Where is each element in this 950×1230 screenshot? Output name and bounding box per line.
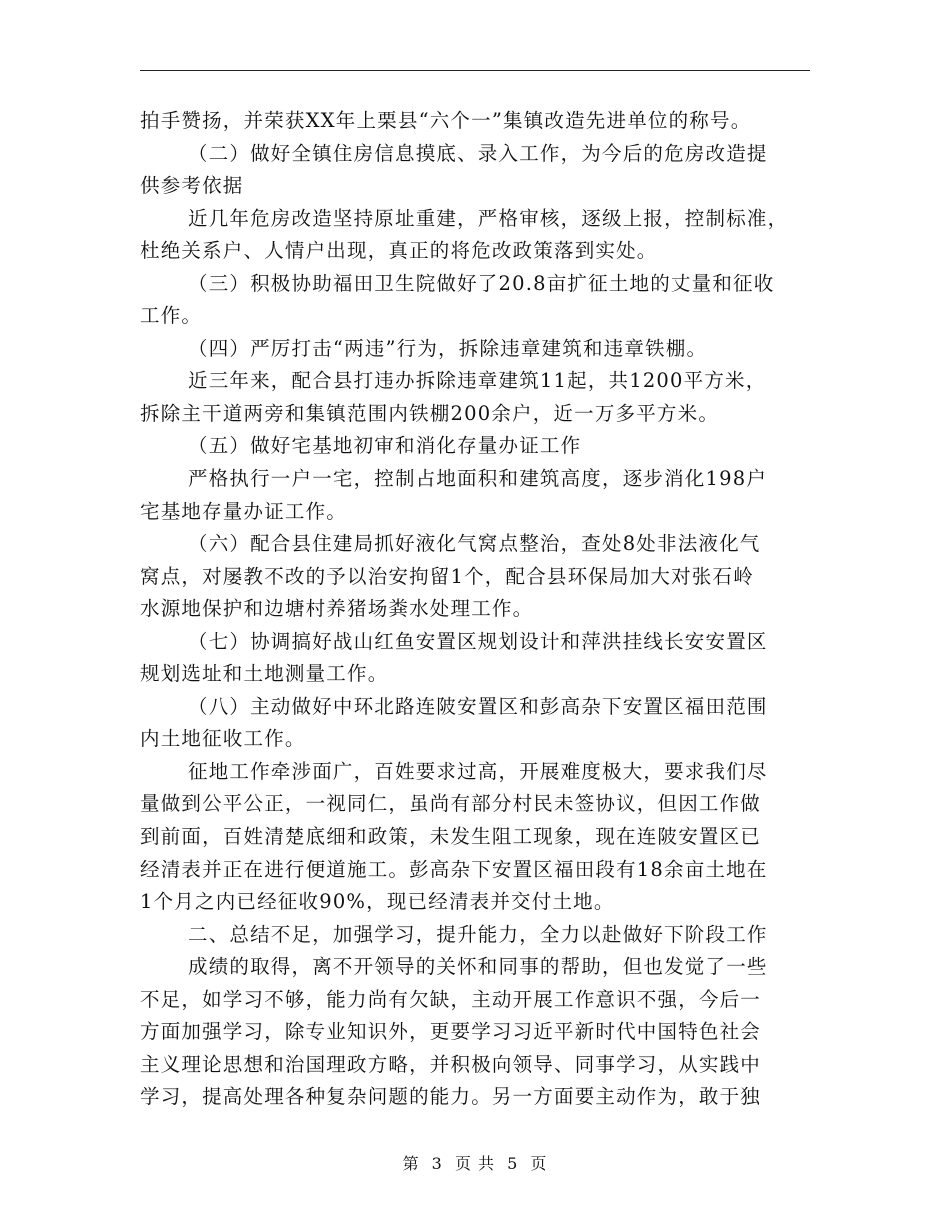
paragraph-line: 水源地保护和边塘村养猪场粪水处理工作。 <box>140 597 534 621</box>
paragraph-line: 主义理论思想和治国理政方略，并积极向领导、同事学习，从实践中 <box>140 1052 762 1076</box>
footer-suffix: 页 <box>530 1154 548 1173</box>
paragraph-line: 近几年危房改造坚持原址重建，严格审核，逐级上报，控制标准， <box>188 206 789 230</box>
footer-middle: 页 共 <box>454 1154 496 1173</box>
paragraph-line: 方面加强学习，除专业知识外，更要学习习近平新时代中国特色社会 <box>140 1020 762 1044</box>
paragraph-line: 近三年来，配合县打违办拆除违章建筑11起，共1200平方米， <box>188 369 767 393</box>
page-footer <box>0 1153 950 1175</box>
paragraph-line: 杜绝关系户、人情户出现，真正的将危改政策落到实处。 <box>140 239 658 263</box>
header-rule <box>140 70 810 71</box>
paragraph-line: 窝点，对屡教不改的予以治安拘留1个，配合县环保局加大对张石岭 <box>140 564 754 588</box>
paragraph-line: 宅基地存量办证工作。 <box>140 499 348 523</box>
paragraph-line: 学习，提高处理各种复杂问题的能力。另一方面要主动作为，敢于独 <box>140 1085 762 1109</box>
section-heading: （六）配合县住建局抓好液化气窝点整治，查处8处非法液化气 <box>188 532 761 556</box>
paragraph-line: 规划选址和土地测量工作。 <box>140 662 389 686</box>
current-page-number: 3 <box>431 1154 443 1173</box>
paragraph-line: 工作。 <box>140 304 203 328</box>
paragraph-line: 拍手赞扬，并荣获XX年上栗县“六个一”集镇改造先进单位的称号。 <box>140 109 752 132</box>
section-heading: （二）做好全镇住房信息摸底、录入工作，为今后的危房改造提 <box>188 141 768 165</box>
paragraph-line: 拆除主干道两旁和集镇范围内铁棚200余户，近一万多平方米。 <box>140 401 720 425</box>
paragraph-line: 1个月之内已经征收90%，现已经清表并交付土地。 <box>140 890 615 914</box>
total-page-count: 5 <box>507 1154 519 1173</box>
paragraph-line: 量做到公平公正，一视同仁，虽尚有部分村民未签协议，但因工作做 <box>140 792 762 816</box>
paragraph-line: 严格执行一户一宅，控制占地面积和建筑高度，逐步消化198户 <box>188 467 768 491</box>
section-heading: （三）积极协助福田卫生院做好了20.8亩扩征土地的丈量和征收 <box>188 271 775 295</box>
document-body <box>140 105 820 1114</box>
paragraph-line: 成绩的取得，离不开领导的关怀和同事的帮助，但也发觉了一些 <box>188 955 768 979</box>
section-heading: （四）严厉打击“两违”行为，拆除违章建筑和违章铁棚。 <box>188 336 708 360</box>
paragraph-line: 不足，如学习不够，能力尚有欠缺，主动开展工作意识不强，今后一 <box>140 987 762 1011</box>
section-heading: （七）协调搞好战山红鱼安置区规划设计和萍洪挂线长安安置区 <box>188 629 768 653</box>
section-heading: 二、总结不足，加强学习，提升能力，全力以赴做好下阶段工作 <box>188 922 768 946</box>
paragraph-line: 征地工作牵涉面广，百姓要求过高，开展难度极大，要求我们尽 <box>188 759 768 783</box>
paragraph-line: 经清表并正在进行便道施工。彭高杂下安置区福田段有18余亩土地在 <box>140 857 768 881</box>
footer-prefix: 第 <box>402 1154 420 1173</box>
section-heading: （八）主动做好中环北路连陂安置区和彭高杂下安置区福田范围 <box>188 694 768 718</box>
section-heading: （五）做好宅基地初审和消化存量办证工作 <box>188 434 582 458</box>
paragraph-line: 到前面，百姓清楚底细和政策，未发生阻工现象，现在连陂安置区已 <box>140 825 762 849</box>
paragraph-line: 内土地征收工作。 <box>140 727 306 751</box>
paragraph-line: 供参考依据 <box>140 174 244 198</box>
